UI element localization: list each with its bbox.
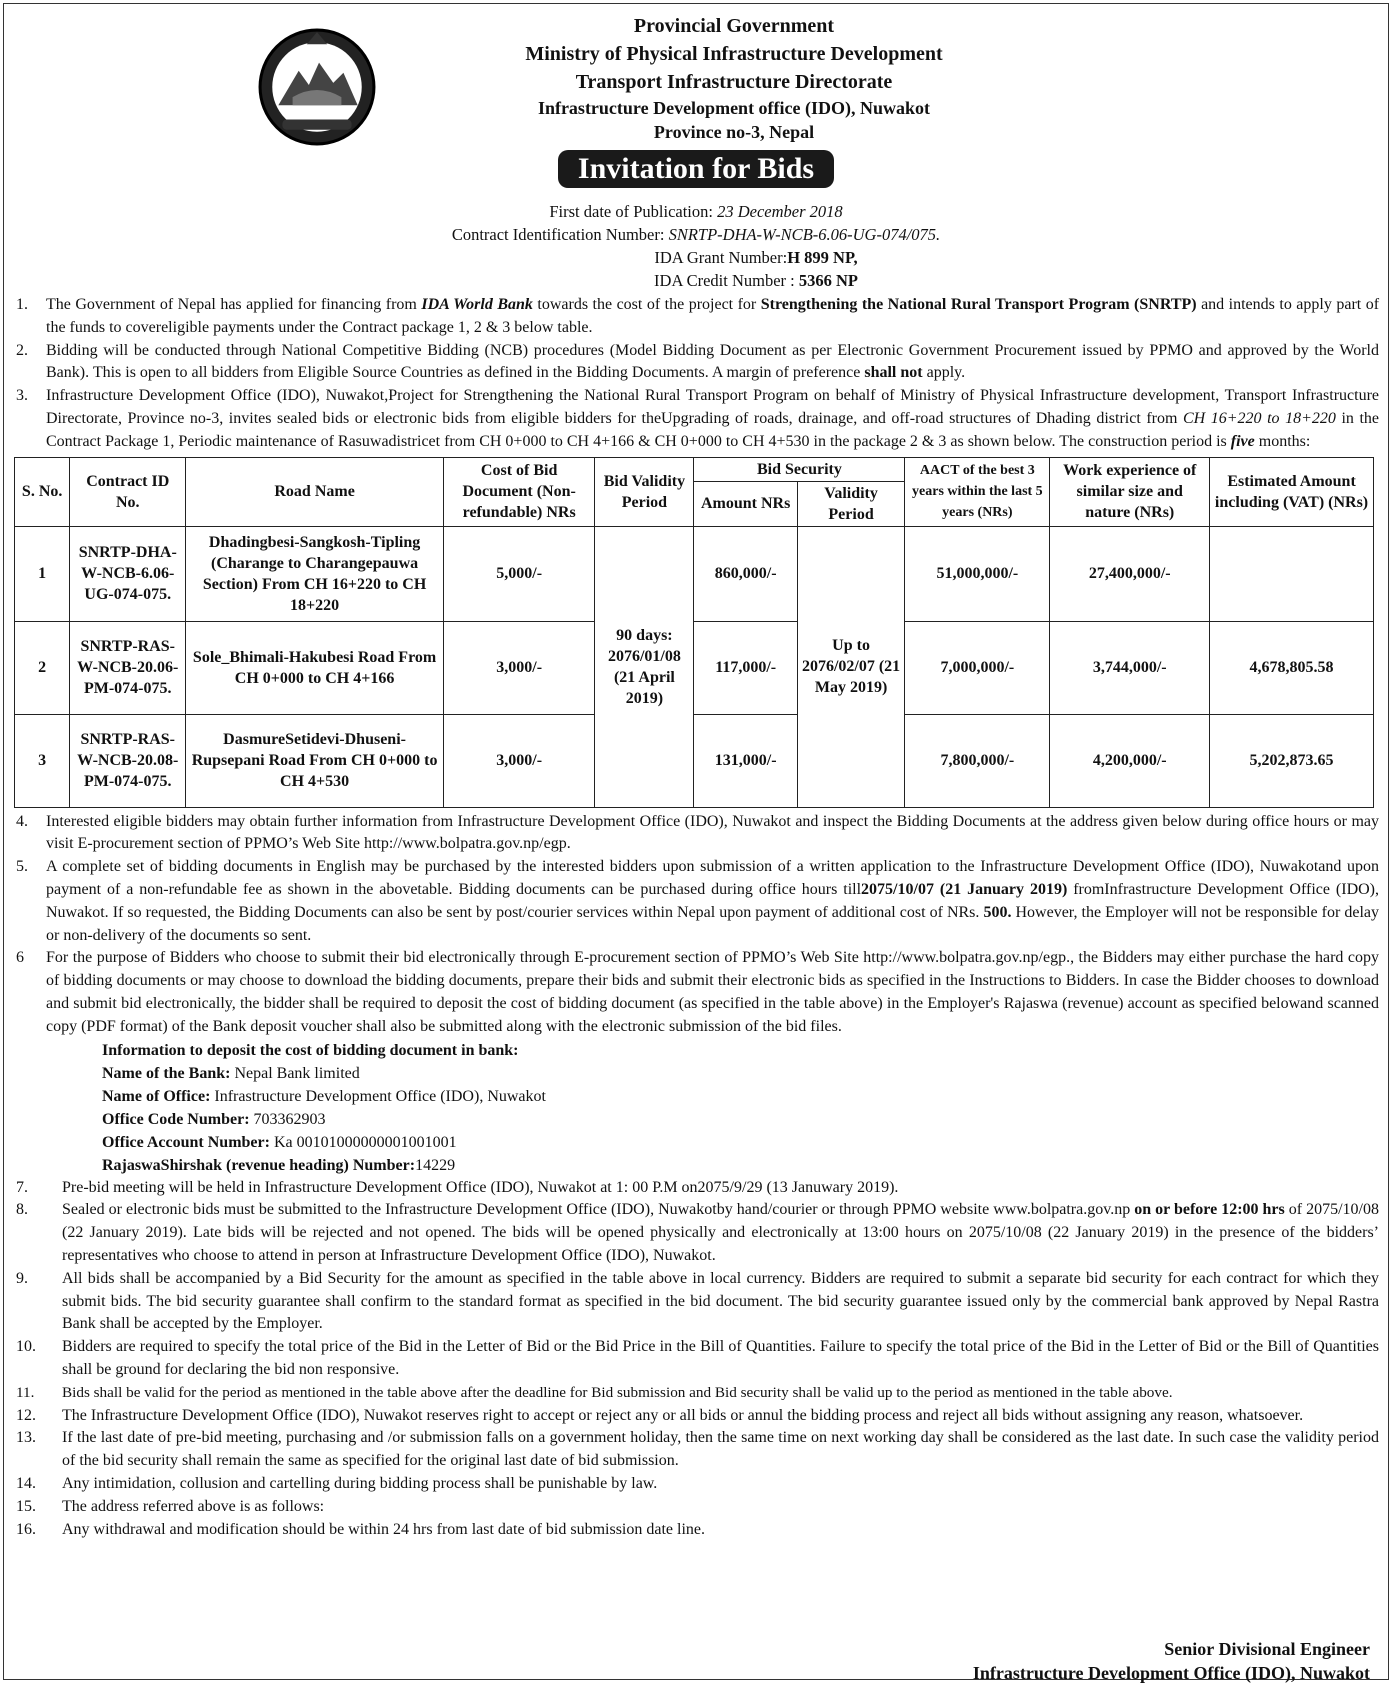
paragraph-1 <box>14 294 1379 340</box>
th-work-experience: Work experience of similar size and nature (NRs) <box>1050 457 1210 526</box>
text: Interested eligible bidders may obtain further information from Infrastructure Development Office (IDO), Nuwakot and inspect the Bidding Documents at the address given below during office hours or may visit E-procurement section of PPMO’s Web Site http://www.bolpatra.gov.np/egp. <box>46 812 1379 853</box>
cell-sno: 1 <box>15 526 70 621</box>
text: apply. <box>922 364 966 382</box>
th-bid-validity: Bid Validity Period <box>595 457 694 526</box>
text: Pre-bid meeting will be held in Infrastructure Development Office (IDO), Nuwakot at 1: 00 P.M on2075/9/29 (13 Januwary 2019). <box>62 1178 899 1196</box>
text: However, the Employer will not be responsible for delay or non-delivery of the documents so sent. <box>46 903 1380 944</box>
th-security-validity: Validity Period <box>797 481 905 526</box>
cell-work-experience: 27,400,000/- <box>1050 526 1210 621</box>
cell-cost: 3,000/- <box>443 714 594 807</box>
paragraph-2 <box>14 340 1379 386</box>
contract-id-label: Contract Identification Number: <box>451 225 669 244</box>
cell-estimated-amount <box>1210 526 1374 621</box>
cell-cost: 3,000/- <box>443 621 594 714</box>
cell-contract-id: SNRTP-DHA-W-NCB-6.06-UG-074-075. <box>70 526 186 621</box>
credit-label: IDA Credit Number : <box>654 271 799 290</box>
cell-contract-id: SNRTP-RAS-W-NCB-20.08-PM-074-075. <box>70 714 186 807</box>
th-contract-id: Contract ID No. <box>70 457 186 526</box>
cell-sno: 2 <box>15 621 70 714</box>
paragraph-11 <box>14 1382 1379 1405</box>
cell-cost: 5,000/- <box>443 526 594 621</box>
th-cost: Cost of Bid Document (Non-refundable) NRs <box>443 457 594 526</box>
grant-label: IDA Grant Number: <box>654 248 788 267</box>
cell-work-experience: 3,744,000/- <box>1050 621 1210 714</box>
paragraph-number: 15. <box>16 1497 36 1515</box>
text: in the Contract Package 1, Periodic maintenance of Rasuwadistricet from CH 0+000 to CH 4+166 & CH 0+000 to CH 4+530 in the package 2 & 3 as shown below. The construction period is <box>46 409 1379 450</box>
paragraph-number: 16. <box>16 1520 36 1538</box>
cell-estimated-amount: 4,678,805.58 <box>1210 621 1374 714</box>
th-bid-security: Bid Security <box>694 457 905 481</box>
publication-info <box>4 200 1388 292</box>
text: For the purpose of Bidders who choose to submit their bid electronically through E-procurement section of PPMO’s Web Site http://www.bolpatra.gov.np/egp., the Bidders may either purchase the hard copy of bidding documents or may choose to download the bidding documents, prepare their bids and submit their electronic bids as specified in the Instructions to Bidders. In case the Bidder chooses to download and submit bid electronically, the bidder shall be required to deposit the cost of bidding document (as specified in the table above) in the Employer's Rajaswa (revenue) account as specified belowand scanned copy (PDF format) of the Bank deposit voucher shall also be submitted along with the electronic submission of the bid files. <box>46 949 1379 1035</box>
cell-aact: 7,800,000/- <box>905 714 1050 807</box>
paragraph-number: 2. <box>16 341 28 359</box>
table-header-row <box>15 457 1374 481</box>
paragraph-number: 8. <box>16 1201 28 1219</box>
th-aact: AACT of the best 3 years within the last 5 years (NRs) <box>905 457 1050 526</box>
office-name: Infrastructure Development Office (IDO), Nuwakot <box>210 1087 546 1105</box>
text: Bids shall be valid for the period as mentioned in the table above after the deadline for Bid submission and Bid security shall be valid up to the period as mentioned in the table above. <box>62 1383 1173 1401</box>
paragraph-number: 14. <box>16 1474 36 1492</box>
paragraph-number: 3. <box>16 387 28 405</box>
text: Infrastructure Development Office (IDO), Nuwakot,Project for Strengthening the National Rural Transport Program on behalf of Ministry of Physical Infrastructure development, Transport Infrastructure Directorate, Province no-3, invites sealed bids or electronic bids from eligible bidders for theUpgrading of roads, drainage, and off-road structures of Dhading district from <box>46 387 1379 427</box>
paragraph-number: 7. <box>16 1178 28 1196</box>
text: All bids shall be accompanied by a Bid Security for the amount as specified in the table above in local currency. Bidders are required to submit a separate bid security for each contract for which they submit bids. The bid security guarantee shall confirm to the standard format as specified in the bid document. The bid security guarantee issued only by the commercial bank approved by Nepal Rastra Bank shall be accepted by the Employer. <box>62 1269 1379 1333</box>
text: Bidding will be conducted through National Competitive Bidding (NCB) procedures (Model Bidding Document as per Electronic Government Procurement issued by PPMO and approved by the World Bank). This is open to all bidders from Eligible Source Countries as defined in the Bidding Documents. A margin of preference <box>46 341 1379 382</box>
paragraph-4 <box>14 811 1379 857</box>
account-number-label: Office Account Number: <box>102 1133 270 1151</box>
contract-id: SNRTP-DHA-W-NCB-6.06-UG-074/075. <box>668 225 941 244</box>
text: Sealed or electronic bids must be submitted to the Infrastructure Development Office (IDO), Nuwakotby hand/courier or through PPMO website www.bolpatra.gov.np <box>62 1201 1135 1219</box>
cell-road-name: Dhadingbesi-Sangkosh-Tipling (Charange to Charangepauwa Section) From CH 16+220 to CH 18+220 <box>186 526 444 621</box>
text: If the last date of pre-bid meeting, purchasing and /or submission falls on a government holiday, then the same time on next working day shall be considered as the last date. In such case the validity period of the bid security shall remain the same as specified for the original last date of bid submission. <box>62 1429 1379 1470</box>
text-emphasis: shall not <box>864 364 923 382</box>
paragraph-number: 6 <box>16 949 24 967</box>
th-estimated-amount: Estimated Amount including (VAT) (NRs) <box>1210 457 1374 526</box>
bids-table <box>14 457 1374 808</box>
header <box>384 12 1084 144</box>
header-line-4: Infrastructure Development office (IDO), Nuwakot <box>537 98 931 118</box>
text: The Government of Nepal has applied for financing from <box>46 296 422 313</box>
cell-amount: 131,000/- <box>694 714 797 807</box>
paragraph-number: 1. <box>16 296 28 313</box>
bank-info <box>14 1039 1379 1177</box>
header-line-1: Provincial Government <box>633 15 835 37</box>
text: months: <box>1254 432 1311 450</box>
text: The Infrastructure Development Office (IDO), Nuwakot reserves right to accept or reject any or all bids or annul the bidding process and reject all bids without assigning any reason, whatsoever. <box>62 1406 1304 1424</box>
cell-sno: 3 <box>15 714 70 807</box>
grant-number: H 899 NP, <box>787 248 858 267</box>
header-line-2: Ministry of Physical Infrastructure Development <box>525 43 943 65</box>
text-emphasis: five <box>1230 432 1255 450</box>
text: The address referred above is as follows: <box>62 1497 325 1515</box>
table-row <box>15 621 1374 714</box>
first-date-label: First date of Publication: <box>549 202 718 221</box>
cell-aact: 7,000,000/- <box>905 621 1050 714</box>
bank-info-title: Information to deposit the cost of bidding document in bank: <box>102 1041 519 1059</box>
cell-road-name: DasmureSetidevi-Dhuseni-Rupsepani Road From CH 0+000 to CH 4+530 <box>186 714 444 807</box>
signatory-office: Infrastructure Development Office (IDO), Nuwakot <box>972 1663 1370 1683</box>
paragraph-8 <box>14 1199 1379 1267</box>
cell-estimated-amount: 5,202,873.65 <box>1210 714 1374 807</box>
text: Bidders are required to specify the total price of the Bid in the Letter of Bid or the Bid Price in the Bill of Quantities. Failure to specify the total price of the Bid in the Letter of Bid or the Bill of Quantities shall be ground for declaring the bid non responsive. <box>62 1338 1379 1378</box>
header-line-3: Transport Infrastructure Directorate <box>575 71 893 93</box>
text-emphasis: 500. <box>983 903 1012 921</box>
text-emphasis: CH 16+220 to 18+220 <box>1182 409 1336 427</box>
text-emphasis: IDA World Bank <box>421 296 533 313</box>
signatory-title: Senior Divisional Engineer <box>1164 1639 1370 1659</box>
paragraph-16 <box>14 1519 1379 1542</box>
bank-name: Nepal Bank limited <box>230 1064 360 1082</box>
paragraph-15 <box>14 1496 1379 1519</box>
cell-road-name: Sole_Bhimali-Hakubesi Road From CH 0+000 to CH 4+166 <box>186 621 444 714</box>
paragraph-number: 10. <box>16 1338 36 1356</box>
table-row <box>15 526 1374 621</box>
page-title: Invitation for Bids <box>558 150 834 188</box>
text-emphasis: on or before 12:00 hrs <box>1134 1201 1285 1219</box>
paragraph-number: 13. <box>16 1429 36 1447</box>
paragraph-3 <box>14 385 1379 453</box>
paragraph-number: 11. <box>16 1383 35 1401</box>
paragraph-number: 12. <box>16 1406 36 1424</box>
text: Any withdrawal and modification should be within 24 hrs from last date of bid submission date line. <box>62 1520 706 1538</box>
paragraph-13 <box>14 1427 1379 1473</box>
cell-work-experience: 4,200,000/- <box>1050 714 1210 807</box>
th-sno: S. No. <box>15 457 70 526</box>
text-emphasis: Strengthening the National Rural Transport Program (SNRTP) <box>760 296 1197 313</box>
cell-aact: 51,000,000/- <box>905 526 1050 621</box>
cell-contract-id: SNRTP-RAS-W-NCB-20.06-PM-074-075. <box>70 621 186 714</box>
th-amount: Amount NRs <box>694 481 797 526</box>
nepal-emblem-icon <box>256 26 378 148</box>
paragraph-number: 5. <box>16 858 28 876</box>
signature-block <box>973 1637 1370 1685</box>
notice-body <box>14 294 1379 1541</box>
account-number: Ka 00101000000001001001 <box>269 1133 457 1151</box>
paragraph-number: 4. <box>16 812 28 830</box>
text-emphasis: 2075/10/07 (21 January 2019) <box>861 880 1068 898</box>
text: towards the cost of the project for <box>532 296 761 313</box>
text: and intends to apply part of the funds to covereligible payments under the Contract package 1, 2 & 3 below table. <box>46 296 1380 336</box>
paragraph-5 <box>14 856 1379 947</box>
credit-number: 5366 NP <box>798 271 858 290</box>
text: of 2075/10/08 (22 January 2019). Late bids will be rejected and not opened. The bids will be opened physically and electronically at 13:00 hours on 2075/10/08 (22 January 2019) in the presence of the bidders’ representatives who choose to attend in person at Infrastructure Development Office (IDO), Nuwakot. <box>62 1201 1380 1264</box>
revenue-heading: 14229 <box>415 1156 456 1174</box>
cell-amount: 117,000/- <box>694 621 797 714</box>
paragraph-9 <box>14 1268 1379 1336</box>
office-code: 703362903 <box>249 1110 326 1128</box>
notice-page <box>3 3 1389 1683</box>
revenue-heading-label: RajaswaShirshak (revenue heading) Number: <box>102 1156 416 1174</box>
paragraph-number: 9. <box>16 1269 28 1287</box>
text: A complete set of bidding documents in English may be purchased by the interested bidders upon submission of a written application to the Infrastructure Development Office (IDO), Nuwakotand upon payment of a non-refundable fee as shown in the abovetable. Bidding documents can be purchased during office hours till <box>46 858 1379 898</box>
text: fromInfrastructure Development Office (IDO), Nuwakot. If so requested, the Bidding Documents can also be sent by post/courier services within Nepal upon payment of additional cost of NRs. <box>46 880 1380 921</box>
first-date: 23 December 2018 <box>717 202 843 221</box>
cell-amount: 860,000/- <box>694 526 797 621</box>
header-line-5: Province no-3, Nepal <box>653 122 815 142</box>
office-code-label: Office Code Number: <box>102 1110 250 1128</box>
paragraph-7 <box>14 1177 1379 1200</box>
table-row <box>15 714 1374 807</box>
paragraph-10 <box>14 1336 1379 1382</box>
cell-bid-validity: 90 days: 2076/01/08 (21 April 2019) <box>595 526 694 807</box>
paragraph-12 <box>14 1405 1379 1428</box>
text: Any intimidation, collusion and cartelling during bidding process shall be punishable by law. <box>62 1474 658 1492</box>
paragraph-6 <box>14 947 1379 1038</box>
bank-name-label: Name of the Bank: <box>102 1064 231 1082</box>
th-road-name: Road Name <box>186 457 444 526</box>
office-name-label: Name of Office: <box>102 1087 211 1105</box>
cell-security-validity: Up to 2076/02/07 (21 May 2019) <box>797 526 905 807</box>
paragraph-14 <box>14 1473 1379 1496</box>
